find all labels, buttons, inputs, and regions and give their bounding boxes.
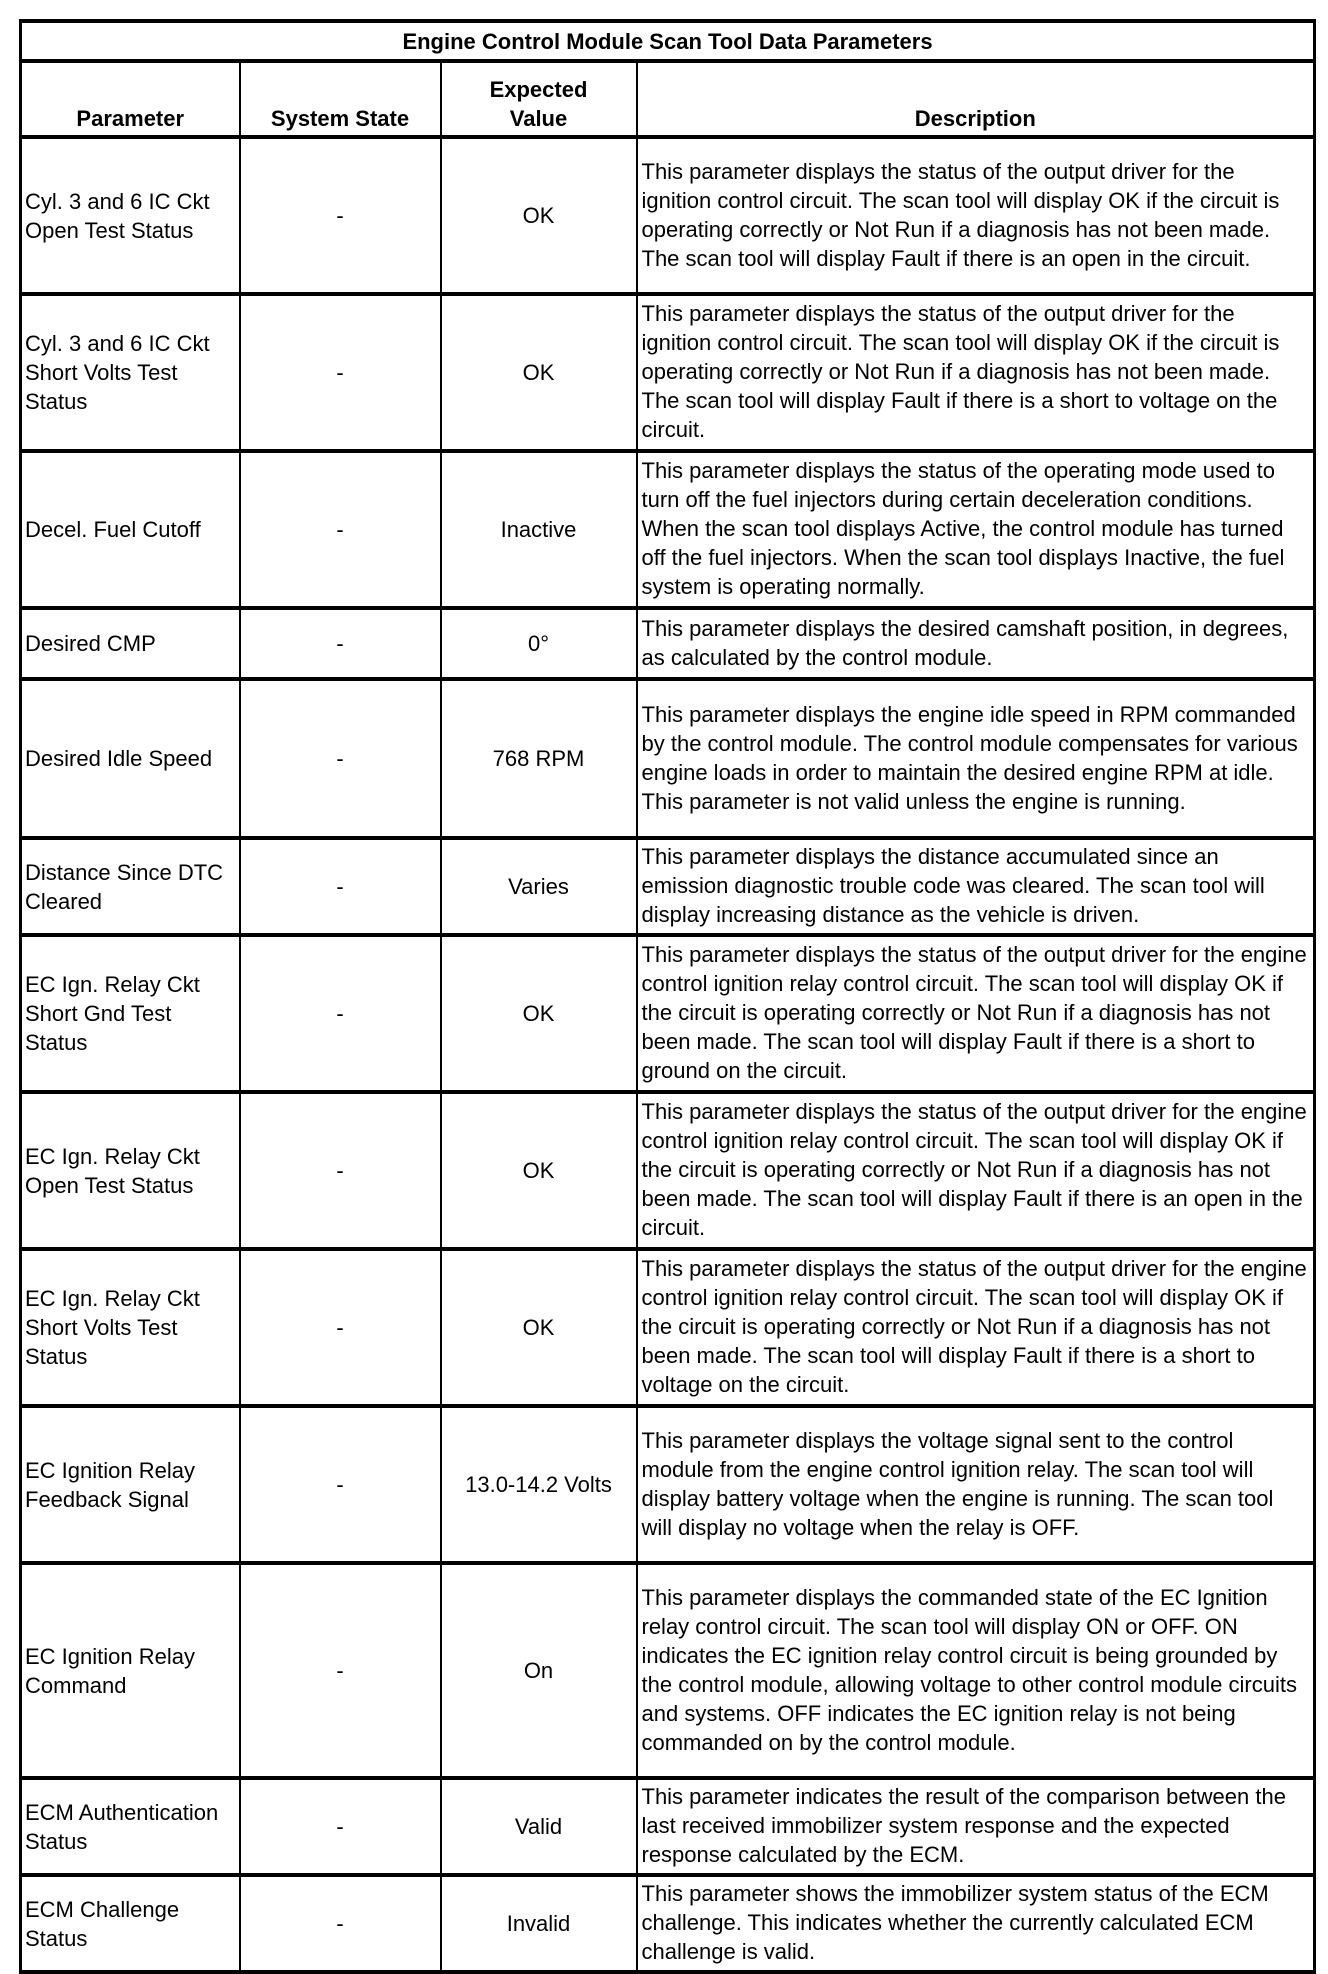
- description-cell: This parameter displays the voltage signal sent to the control module from the engine control ignition relay. The scan tool will display battery voltage when the engine is running. The scan tool will display no voltage when the relay is OFF.: [637, 1406, 1315, 1563]
- table-row: [21, 137, 1315, 294]
- system-state-cell: -: [240, 838, 441, 935]
- expected-value-cell: 768 RPM: [441, 679, 637, 838]
- description-cell: This parameter shows the immobilizer system status of the ECM challenge. This indicates whether the currently calculated ECM challenge is valid.: [637, 1875, 1315, 1972]
- system-state-cell: -: [240, 935, 441, 1092]
- table-row: [21, 1563, 1315, 1778]
- description-cell: This parameter displays the status of the output driver for the engine control ignition relay control circuit. The scan tool will display OK if the circuit is operating correctly or Not Run if a diagnosis has not been made. The scan tool will display Fault if there is a short to ground on the circuit.: [637, 935, 1315, 1092]
- parameter-cell: Distance Since DTC Cleared: [21, 838, 240, 935]
- table-row: [21, 1875, 1315, 1972]
- scan-tool-data-table: [19, 19, 1316, 1974]
- table-row: [21, 1406, 1315, 1563]
- description-cell: This parameter displays the commanded state of the EC Ignition relay control circuit. The scan tool will display ON or OFF. ON indicates the EC ignition relay control circuit is being grounded by the control module, allowing voltage to other control module circuits and systems. OFF indicates the EC ignition relay is not being commanded on by the control module.: [637, 1563, 1315, 1778]
- expected-value-cell: Invalid: [441, 1875, 637, 1972]
- expected-value-cell: OK: [441, 137, 637, 294]
- description-cell: This parameter displays the status of the output driver for the engine control ignition relay control circuit. The scan tool will display OK if the circuit is operating correctly or Not Run if a diagnosis has not been made. The scan tool will display Fault if there is an open in the circuit.: [637, 1092, 1315, 1249]
- expected-value-cell: OK: [441, 1092, 637, 1249]
- table-row: [21, 679, 1315, 838]
- expected-value-cell: OK: [441, 294, 637, 451]
- expected-value-cell: OK: [441, 1249, 637, 1406]
- table-row: [21, 935, 1315, 1092]
- description-cell: This parameter displays the engine idle speed in RPM commanded by the control module. The control module compensates for various engine loads in order to maintain the desired engine RPM at idle. This parameter is not valid unless the engine is running.: [637, 679, 1315, 838]
- expected-value-cell: Valid: [441, 1778, 637, 1875]
- description-cell: This parameter displays the status of the operating mode used to turn off the fuel injectors during certain deceleration conditions. When the scan tool displays Active, the control module has turned off the fuel injectors. When the scan tool displays Inactive, the fuel system is operating normally.: [637, 451, 1315, 608]
- parameter-cell: EC Ign. Relay Ckt Short Gnd Test Status: [21, 935, 240, 1092]
- system-state-cell: -: [240, 1875, 441, 1972]
- table-row: [21, 838, 1315, 935]
- system-state-cell: -: [240, 137, 441, 294]
- system-state-cell: -: [240, 1406, 441, 1563]
- parameter-cell: EC Ign. Relay Ckt Short Volts Test Status: [21, 1249, 240, 1406]
- table-row: [21, 294, 1315, 451]
- expected-value-cell: Inactive: [441, 451, 637, 608]
- parameter-cell: EC Ign. Relay Ckt Open Test Status: [21, 1092, 240, 1249]
- system-state-cell: -: [240, 1249, 441, 1406]
- expected-value-cell: OK: [441, 935, 637, 1092]
- system-state-cell: -: [240, 1092, 441, 1249]
- table-title: Engine Control Module Scan Tool Data Parameters: [21, 21, 1315, 61]
- parameter-cell: EC Ignition Relay Command: [21, 1563, 240, 1778]
- header-parameter: Parameter: [21, 61, 240, 137]
- table-row: [21, 608, 1315, 679]
- table-row: [21, 1092, 1315, 1249]
- expected-value-cell: On: [441, 1563, 637, 1778]
- header-system-state: System State: [240, 61, 441, 137]
- header-description: Description: [637, 61, 1315, 137]
- description-cell: This parameter displays the status of the output driver for the ignition control circuit. The scan tool will display OK if the circuit is operating correctly or Not Run if a diagnosis has not been made. The scan tool will display Fault if there is an open in the circuit.: [637, 137, 1315, 294]
- system-state-cell: -: [240, 294, 441, 451]
- expected-value-cell: 0°: [441, 608, 637, 679]
- description-cell: This parameter displays the status of the output driver for the ignition control circuit. The scan tool will display OK if the circuit is operating correctly or Not Run if a diagnosis has not been made. The scan tool will display Fault if there is a short to voltage on the circuit.: [637, 294, 1315, 451]
- system-state-cell: -: [240, 1778, 441, 1875]
- system-state-cell: -: [240, 679, 441, 838]
- system-state-cell: -: [240, 1563, 441, 1778]
- description-cell: This parameter indicates the result of the comparison between the last received immobilizer system response and the expected response calculated by the ECM.: [637, 1778, 1315, 1875]
- description-cell: This parameter displays the desired camshaft position, in degrees, as calculated by the control module.: [637, 608, 1315, 679]
- description-cell: This parameter displays the status of the output driver for the engine control ignition relay control circuit. The scan tool will display OK if the circuit is operating correctly or Not Run if a diagnosis has not been made. The scan tool will display Fault if there is a short to voltage on the circuit.: [637, 1249, 1315, 1406]
- parameter-cell: Decel. Fuel Cutoff: [21, 451, 240, 608]
- system-state-cell: -: [240, 451, 441, 608]
- parameter-cell: ECM Challenge Status: [21, 1875, 240, 1972]
- table-row: [21, 451, 1315, 608]
- expected-value-cell: 13.0-14.2 Volts: [441, 1406, 637, 1563]
- parameter-cell: EC Ignition Relay Feedback Signal: [21, 1406, 240, 1563]
- table-row: [21, 1778, 1315, 1875]
- header-expected-value: Expected Value: [441, 61, 637, 137]
- description-cell: This parameter displays the distance accumulated since an emission diagnostic trouble code was cleared. The scan tool will display increasing distance as the vehicle is driven.: [637, 838, 1315, 935]
- parameter-cell: Cyl. 3 and 6 IC Ckt Open Test Status: [21, 137, 240, 294]
- expected-value-cell: Varies: [441, 838, 637, 935]
- table-row: [21, 1249, 1315, 1406]
- parameter-cell: Cyl. 3 and 6 IC Ckt Short Volts Test Status: [21, 294, 240, 451]
- parameter-cell: Desired Idle Speed: [21, 679, 240, 838]
- system-state-cell: -: [240, 608, 441, 679]
- parameter-cell: ECM Authentication Status: [21, 1778, 240, 1875]
- parameter-cell: Desired CMP: [21, 608, 240, 679]
